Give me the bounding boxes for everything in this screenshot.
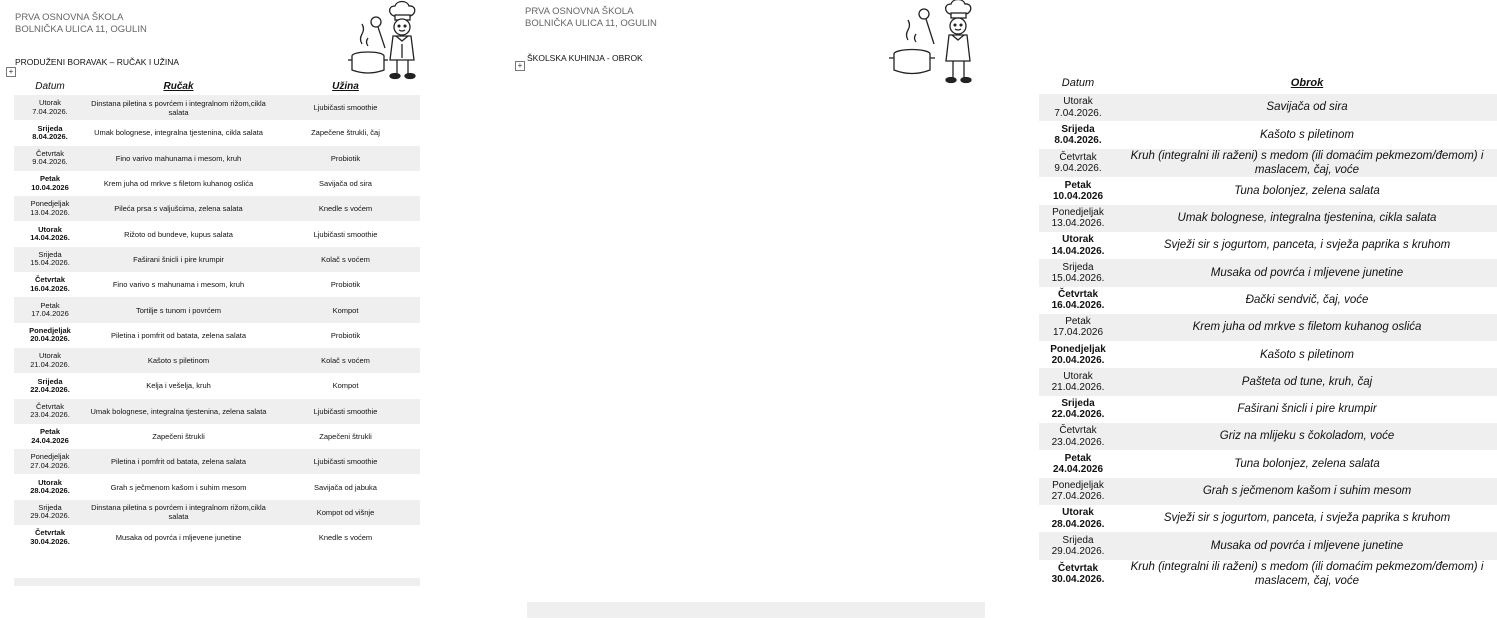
lunch-cell: Tortilje s tunom i povrćem xyxy=(86,297,271,322)
day-name: Srijeda xyxy=(37,376,63,386)
date-value: 27.04.2026. xyxy=(1051,491,1105,503)
meal-cell: Krem juha od mrkve s filetom kuhanog oslića xyxy=(1117,314,1497,341)
table-row xyxy=(1039,94,1497,121)
date-cell xyxy=(14,424,86,449)
table-row xyxy=(1039,368,1497,395)
date-value: 29.04.2026. xyxy=(1051,545,1105,557)
date-value: 16.04.2026. xyxy=(30,283,70,293)
date-value: 10.04.2026 xyxy=(1052,190,1104,202)
date-cell xyxy=(14,297,86,322)
day-name: Utorak xyxy=(1063,370,1093,382)
table-row xyxy=(14,525,420,550)
table-row xyxy=(14,323,420,348)
snack-cell: Zapečene štrukli, čaj xyxy=(311,128,380,138)
date-value: 7.04.2026. xyxy=(32,106,68,116)
table-row xyxy=(14,146,420,171)
table-row xyxy=(1039,423,1497,450)
snack-cell: Probiotik xyxy=(330,280,361,290)
snack-cell: Probiotik xyxy=(330,330,361,340)
meal-cell: Savijača od sira xyxy=(1117,94,1497,121)
date-value: 30.04.2026. xyxy=(30,536,70,546)
date-cell xyxy=(14,272,86,297)
table-row xyxy=(1039,259,1497,286)
day-name: Srijeda xyxy=(37,123,63,133)
meal-cell: Grah s ječmenom kašom i suhim mesom xyxy=(1117,478,1497,505)
lunch-cell: Faširani šnicli i pire krumpir xyxy=(86,247,271,272)
date-value: 14.04.2026. xyxy=(1051,245,1105,257)
snack-cell: Kompot od višnje xyxy=(271,500,420,525)
section-title: PRODUŽENI BORAVAK – RUČAK I UŽINA xyxy=(15,57,180,67)
snack-cell: Knedle s voćem xyxy=(318,533,373,543)
lunch-cell: Dinstana piletina s povrćem i integralnom rižom,cikla salata xyxy=(86,500,271,525)
date-value: 13.04.2026. xyxy=(1051,218,1105,230)
lunch-cell: Musaka od povrća i mljevene junetine xyxy=(115,533,242,543)
day-name: Ponedjeljak xyxy=(1050,343,1106,355)
day-name: Utorak xyxy=(1062,234,1094,246)
table-move-handle-icon[interactable]: + xyxy=(6,67,16,77)
left-document-page xyxy=(0,0,430,620)
table-row xyxy=(1039,205,1497,232)
date-value: 16.04.2026. xyxy=(1051,300,1105,312)
column-header-date: Datum xyxy=(1061,77,1095,89)
date-cell xyxy=(1039,314,1117,341)
date-cell xyxy=(14,323,86,348)
table-row xyxy=(14,348,420,373)
meal-cell: Kašoto s piletinom xyxy=(1260,128,1354,141)
date-cell xyxy=(1039,560,1117,589)
date-value: 13.04.2026. xyxy=(30,207,70,217)
date-cell xyxy=(14,373,86,398)
date-value: 24.04.2026 xyxy=(1052,463,1104,475)
date-cell xyxy=(1039,149,1117,178)
date-value: 21.04.2026. xyxy=(1051,382,1105,394)
day-name: Utorak xyxy=(1063,96,1093,108)
table-row xyxy=(14,196,420,221)
table-footer-row xyxy=(14,578,420,586)
meal-cell: Kašoto s piletinom xyxy=(1260,348,1354,361)
date-value: 21.04.2026. xyxy=(30,359,70,369)
date-cell xyxy=(1039,505,1117,532)
date-cell xyxy=(1039,205,1117,232)
table-row xyxy=(1039,505,1497,532)
date-value: 30.04.2026. xyxy=(1051,573,1105,585)
date-value: 8.04.2026. xyxy=(32,131,68,141)
table-header-row xyxy=(1039,72,1497,94)
date-cell xyxy=(14,196,86,221)
date-cell xyxy=(1039,232,1117,259)
lunch-cell: Zapečeni štrukli xyxy=(152,432,205,441)
table-row xyxy=(1039,232,1497,259)
date-cell xyxy=(1039,94,1117,121)
meal-cell: Tuna bolonjez, zelena salata xyxy=(1234,457,1380,470)
date-cell xyxy=(14,399,86,424)
date-value: 14.04.2026. xyxy=(30,233,70,243)
table-row xyxy=(1039,560,1497,589)
day-name: Petak xyxy=(39,427,60,437)
date-cell xyxy=(1039,532,1117,559)
date-cell xyxy=(1039,396,1117,423)
lunch-cell: Kelja i vešelja, kruh xyxy=(146,381,211,391)
lunch-cell: Dinstana piletina s povrćem i integralnom rižom,cikla salata xyxy=(86,95,271,120)
snack-cell: Kompot xyxy=(332,381,359,391)
date-value: 28.04.2026. xyxy=(1051,518,1105,530)
meal-cell: Pašteta od tune, kruh, čaj xyxy=(1117,368,1497,395)
date-cell xyxy=(1039,368,1117,395)
table-row xyxy=(14,221,420,246)
day-name: Ponedjeljak xyxy=(30,199,70,209)
table-row xyxy=(1039,532,1497,559)
snack-cell: Savijača od jabuka xyxy=(314,482,377,492)
date-cell xyxy=(14,500,86,525)
lunch-cell: Umak bolognese, integralna tjestenina, cikla salata xyxy=(94,128,263,138)
lunch-cell: Piletina i pomfrit od batata, zelena salata xyxy=(86,449,271,474)
table-row xyxy=(14,449,420,474)
date-value: 17.04.2026 xyxy=(1052,327,1104,339)
school-header xyxy=(15,12,147,36)
table-row xyxy=(14,474,420,499)
table-header-row xyxy=(14,78,420,95)
date-value: 28.04.2026. xyxy=(30,486,70,496)
date-cell xyxy=(1039,121,1117,148)
snack-cell: Zapečeni štrukli xyxy=(319,432,372,441)
day-name: Srijeda xyxy=(38,503,62,512)
table-row xyxy=(14,247,420,272)
meal-cell: Svježi sir s jogurtom, panceta, i svježa paprika s kruhom xyxy=(1163,512,1451,525)
table-row xyxy=(14,120,420,145)
snack-cell: Kolač s voćem xyxy=(271,247,420,272)
table-row xyxy=(14,373,420,398)
date-value: 9.04.2026. xyxy=(1054,162,1102,174)
snack-cell: Ljubičasti smoothie xyxy=(271,399,420,424)
date-cell xyxy=(14,525,86,550)
table-row xyxy=(1039,121,1497,148)
day-name: Utorak xyxy=(38,477,62,487)
school-meal-table xyxy=(1039,72,1497,588)
lunch-cell: Fino varivo s mahunama i mesom, kruh xyxy=(112,280,245,290)
day-name: Ponedjeljak xyxy=(1052,480,1104,492)
day-name: Četvrtak xyxy=(36,148,64,158)
table-row xyxy=(1039,149,1497,178)
chef-cooking-icon xyxy=(884,0,994,94)
day-name: Četvrtak xyxy=(1059,425,1097,437)
snack-cell: Ljubičasti smoothie xyxy=(271,95,420,120)
table-row xyxy=(1039,450,1497,477)
lunch-cell: Pileća prsa s valjušcima, zelena salata xyxy=(86,196,271,221)
day-name: Srijeda xyxy=(1061,398,1095,410)
meal-cell: Musaka od povrća i mljevene junetine xyxy=(1117,532,1497,559)
day-name: Četvrtak xyxy=(1057,562,1099,574)
table-row xyxy=(14,500,420,525)
day-name: Utorak xyxy=(38,351,62,361)
date-value: 15.04.2026. xyxy=(1051,272,1105,284)
date-cell xyxy=(1039,423,1117,450)
date-cell xyxy=(14,449,86,474)
day-name: Četvrtak xyxy=(36,401,64,411)
meal-cell: Griz na mlijeku s čokoladom, voće xyxy=(1117,423,1497,450)
day-name: Ponedjeljak xyxy=(30,452,70,462)
day-name: Petak xyxy=(1064,452,1092,464)
snack-cell: Savijača od sira xyxy=(319,179,372,189)
date-cell xyxy=(1039,450,1117,477)
day-name: Srijeda xyxy=(38,250,62,260)
table-row xyxy=(14,399,420,424)
meal-cell: Svježi sir s jogurtom, panceta, i svježa paprika s kruhom xyxy=(1163,239,1451,252)
column-header-meal: Obrok xyxy=(1290,77,1324,89)
table-row xyxy=(1039,314,1497,341)
day-name: Srijeda xyxy=(1062,261,1094,273)
lunch-cell: Grah s ječmenom kašom i suhim mesom xyxy=(110,482,247,492)
date-cell xyxy=(1039,259,1117,286)
meal-cell: Tuna bolonjez, zelena salata xyxy=(1234,184,1380,197)
date-cell xyxy=(1039,177,1117,204)
meal-cell: Faširani šnicli i pire krumpir xyxy=(1237,403,1377,416)
date-value: 27.04.2026. xyxy=(30,460,70,470)
table-row xyxy=(14,171,420,196)
snack-cell: Ljubičasti smoothie xyxy=(271,449,420,474)
table-move-handle-icon[interactable]: + xyxy=(515,61,525,71)
column-header-snack: Užina xyxy=(332,81,359,92)
day-name: Četvrtak xyxy=(34,275,65,285)
date-cell xyxy=(14,247,86,272)
date-value: 20.04.2026. xyxy=(1051,354,1105,366)
date-cell xyxy=(1039,287,1117,314)
date-value: 24.04.2026 xyxy=(31,435,69,445)
day-name: Ponedjeljak xyxy=(1052,207,1104,219)
table-row xyxy=(1039,396,1497,423)
right-document-page xyxy=(512,0,1484,620)
day-name: Utorak xyxy=(38,224,62,234)
date-value: 22.04.2026. xyxy=(1051,409,1105,421)
date-cell xyxy=(14,95,86,120)
meal-cell: Umak bolognese, integralna tjestenina, cikla salata xyxy=(1117,205,1497,232)
column-header-date: Datum xyxy=(35,81,65,92)
lunch-cell: Piletina i pomfrit od batata, zelena salata xyxy=(110,330,247,340)
meal-cell: Musaka od povrća i mljevene junetine xyxy=(1117,259,1497,286)
table-row xyxy=(1039,287,1497,314)
day-name: Utorak xyxy=(1062,507,1094,519)
lunch-snack-table xyxy=(14,78,420,550)
date-cell xyxy=(1039,478,1117,505)
day-name: Petak xyxy=(1064,179,1092,191)
day-name: Četvrtak xyxy=(1057,288,1099,300)
day-name: Srijeda xyxy=(1061,123,1095,135)
school-address: BOLNIČKA ULICA 11, OGULIN xyxy=(15,24,147,35)
date-value: 8.04.2026. xyxy=(1054,134,1102,146)
meal-cell: Đački sendvič, čaj, voće xyxy=(1245,293,1369,306)
lunch-cell: Fino varivo mahunama i mesom, kruh xyxy=(86,146,271,171)
section-title: ŠKOLSKA KUHINJA - OBROK xyxy=(527,53,643,63)
date-value: 7.04.2026. xyxy=(1054,107,1102,119)
date-value: 22.04.2026. xyxy=(30,384,70,394)
snack-cell: Kompot xyxy=(271,297,420,322)
lunch-cell: Krem juha od mrkve s filetom kuhanog oslića xyxy=(103,179,254,189)
date-cell xyxy=(14,221,86,246)
column-header-lunch: Ručak xyxy=(163,81,194,92)
table-row xyxy=(14,272,420,297)
snack-cell: Kolač s voćem xyxy=(271,348,420,373)
table-row xyxy=(1039,478,1497,505)
table-row xyxy=(1039,177,1497,204)
table-row xyxy=(14,424,420,449)
date-cell xyxy=(14,474,86,499)
snack-cell: Probiotik xyxy=(271,146,420,171)
lunch-cell: Kašoto s piletinom xyxy=(86,348,271,373)
table-row xyxy=(14,297,420,322)
date-cell xyxy=(14,120,86,145)
day-name: Srijeda xyxy=(1062,534,1094,546)
day-name: Ponedjeljak xyxy=(29,325,71,335)
date-cell xyxy=(14,146,86,171)
date-value: 20.04.2026. xyxy=(30,334,70,344)
school-header xyxy=(525,6,657,30)
day-name: Četvrtak xyxy=(1059,151,1097,163)
day-name: Petak xyxy=(39,174,60,184)
date-value: 29.04.2026. xyxy=(30,511,70,521)
day-name: Petak xyxy=(1065,316,1091,328)
school-address: BOLNIČKA ULICA 11, OGULIN xyxy=(525,18,657,29)
date-value: 15.04.2026. xyxy=(30,258,70,268)
day-name: Utorak xyxy=(38,98,62,108)
table-row xyxy=(14,95,420,120)
meal-cell: Kruh (integralni ili raženi) s medom (ili domaćim pekmezom/đemom) i maslacem, čaj, voće xyxy=(1130,560,1484,587)
table-row xyxy=(1039,341,1497,368)
day-name: Petak xyxy=(40,300,60,310)
date-value: 23.04.2026. xyxy=(30,410,70,420)
date-value: 9.04.2026. xyxy=(32,157,68,167)
school-name: PRVA OSNOVNA ŠKOLA xyxy=(15,12,124,23)
table-footer-row xyxy=(527,602,985,618)
snack-cell: Knedle s voćem xyxy=(271,196,420,221)
date-value: 23.04.2026. xyxy=(1051,436,1105,448)
date-cell xyxy=(1039,341,1117,368)
date-value: 17.04.2026 xyxy=(31,309,69,319)
snack-cell: Ljubičasti smoothie xyxy=(313,229,378,239)
lunch-cell: Umak bolognese, integralna tjestenina, zelena salata xyxy=(86,399,271,424)
date-value: 10.04.2026 xyxy=(31,182,69,192)
date-cell xyxy=(14,171,86,196)
lunch-cell: Rižoto od bundeve, kupus salata xyxy=(124,229,233,239)
school-name: PRVA OSNOVNA ŠKOLA xyxy=(525,6,634,17)
date-cell xyxy=(14,348,86,373)
meal-cell: Kruh (integralni ili raženi) s medom (ili domaćim pekmezom/đemom) i maslacem, čaj, voće xyxy=(1117,149,1497,178)
day-name: Četvrtak xyxy=(34,528,65,538)
